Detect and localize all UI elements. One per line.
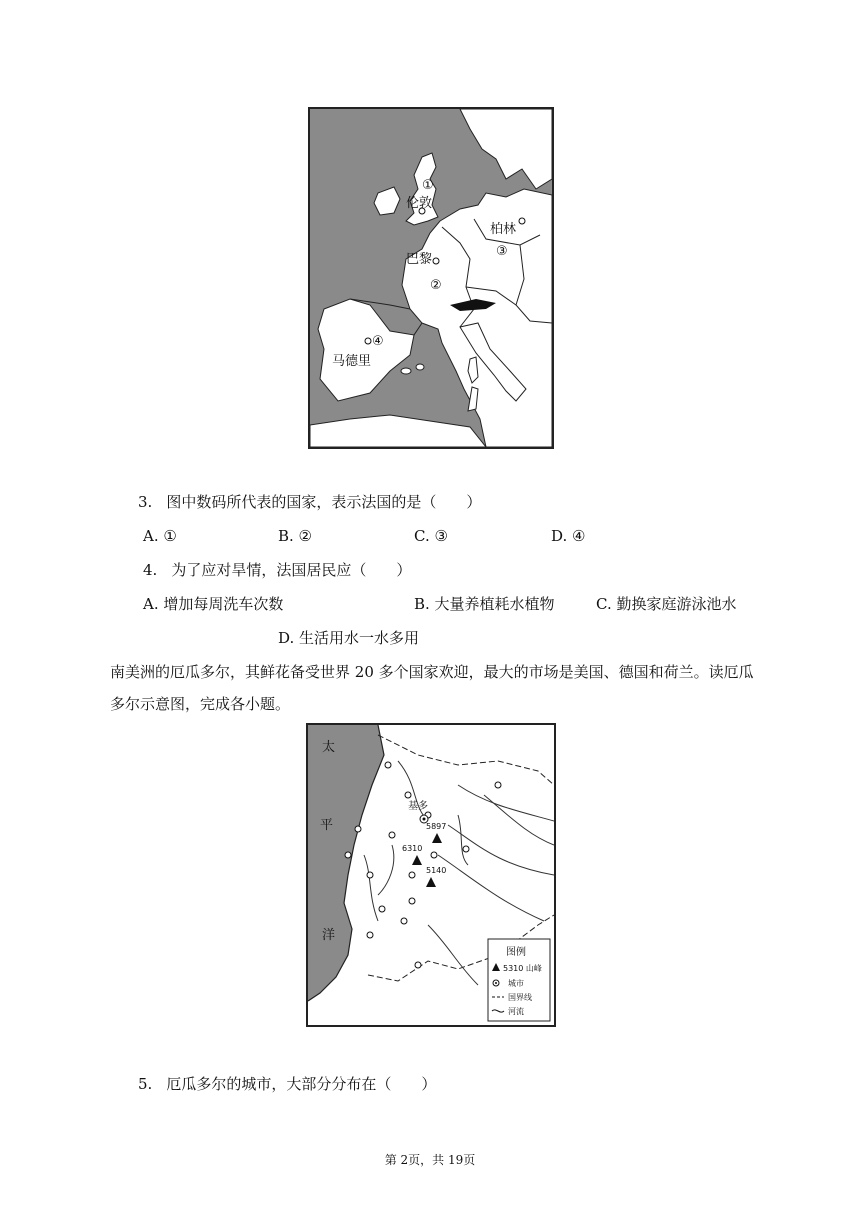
question-5-number: 5.	[138, 1075, 153, 1093]
map1-label-london: 伦敦	[406, 196, 433, 211]
intro-line-2: 多尔示意图，完成各小题。	[110, 695, 291, 713]
question-3-number: 3.	[138, 493, 153, 511]
ecuador-map-drawing	[308, 725, 554, 1025]
europe-map-drawing	[310, 109, 552, 447]
map2-peak-2: 6310	[402, 844, 423, 853]
question-4-option-d[interactable]: D. 生活用水一水多用	[278, 629, 420, 647]
map2-legend-border: 国界线	[508, 993, 532, 1002]
question-4-option-b[interactable]: B. 大量养植耗水植物	[414, 595, 555, 613]
map2-ocean-char-2: 平	[320, 818, 334, 833]
map1-number-2: ②	[430, 278, 442, 293]
map2-ocean-char-1: 太	[322, 740, 336, 755]
question-3	[138, 492, 481, 512]
map2-legend-title: 图例	[506, 947, 526, 958]
map1-label-berlin: 柏林	[490, 222, 517, 237]
question-4-option-c[interactable]: C. 勤换家庭游泳池水	[596, 595, 737, 613]
question-3-option-b[interactable]: B. ②	[278, 527, 313, 545]
question-3-option-c[interactable]: C. ③	[414, 527, 448, 545]
map1-label-madrid: 马德里	[332, 354, 372, 369]
map1-number-3: ③	[496, 244, 508, 259]
question-5-text: 厄瓜多尔的城市，大部分分布在（ ）	[166, 1075, 437, 1093]
question-4-number: 4.	[143, 561, 158, 579]
map2-peak-3: 5140	[426, 866, 447, 875]
map2-legend-city: 城市	[508, 979, 524, 988]
map2-city-label: 基多	[408, 801, 428, 812]
question-3-option-d[interactable]: D. ④	[551, 527, 586, 545]
map2-legend-river: 河流	[508, 1007, 524, 1016]
page-footer: 第 2页，共 19页	[384, 1153, 476, 1167]
map2-legend-peak: 5310 山峰	[503, 964, 542, 973]
map2-ocean-char-3: 洋	[322, 928, 336, 943]
ecuador-map	[306, 723, 556, 1027]
europe-map	[308, 107, 554, 449]
intro-line-1: 南美洲的厄瓜多尔，其鲜花备受世界 20 多个国家欢迎，最大的市场是美国、德国和荷兰。读厄瓜	[110, 663, 754, 681]
question-4-text: 为了应对旱情，法国居民应（ ）	[171, 561, 412, 579]
question-3-option-a[interactable]: A. ①	[143, 527, 177, 545]
map1-number-4: ④	[372, 334, 384, 349]
question-5	[138, 1074, 436, 1094]
map1-number-1: ①	[422, 178, 434, 193]
map1-label-paris: 巴黎	[406, 252, 433, 267]
question-3-text: 图中数码所代表的国家，表示法国的是（ ）	[166, 493, 482, 511]
question-4	[143, 560, 411, 580]
map2-peak-1: 5897	[426, 822, 447, 831]
question-4-option-a[interactable]: A. 增加每周洗车次数	[143, 595, 284, 613]
